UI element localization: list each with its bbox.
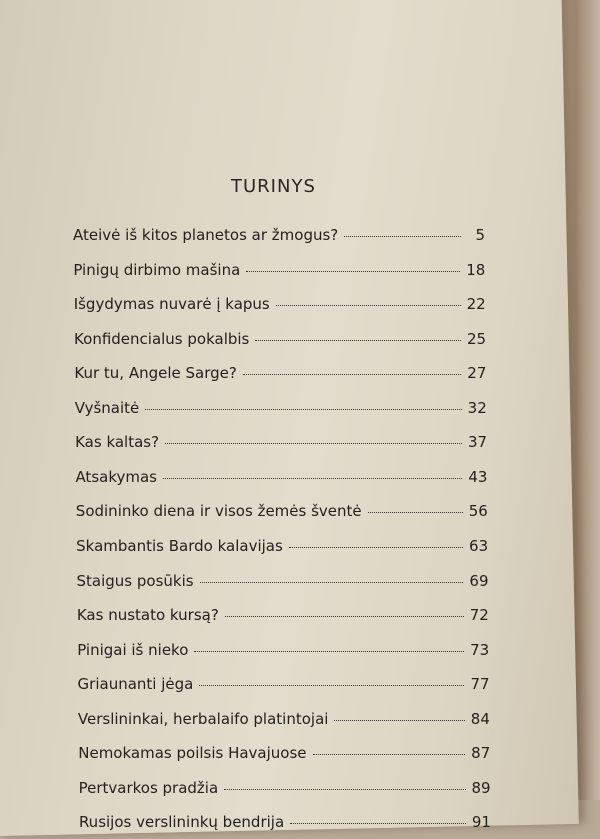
toc-entry-title: Sodininko diena ir visos žemės šventė <box>75 502 362 521</box>
toc-entry <box>77 606 489 632</box>
toc-entry-title: Skambantis Bardo kalavijas <box>76 536 283 555</box>
toc-entry-page-number: 73 <box>470 640 490 659</box>
dot-leader <box>194 650 464 652</box>
toc-entry <box>79 779 491 805</box>
dot-leader <box>290 822 466 824</box>
toc-entry-page-number: 22 <box>466 295 486 314</box>
dot-leader <box>163 477 462 479</box>
toc-entry-page-number: 63 <box>469 536 489 555</box>
toc-entry <box>73 226 485 252</box>
toc-entry-page-number: 18 <box>466 260 486 279</box>
toc-entry-title: Pinigai iš nieko <box>77 640 189 659</box>
dot-leader <box>165 442 462 444</box>
toc-entry-page-number: 69 <box>469 571 489 590</box>
toc-entry-page-number: 37 <box>468 433 488 452</box>
toc-entry <box>78 675 490 701</box>
toc-entry <box>78 744 490 770</box>
dot-leader <box>224 788 465 790</box>
dot-leader <box>255 339 461 341</box>
toc-entry-title: Nemokamas poilsis Havajuose <box>78 744 307 763</box>
toc-entry <box>76 502 488 528</box>
toc-entry <box>78 710 490 736</box>
toc-entry-title: Kur tu, Angele Sarge? <box>74 364 237 383</box>
toc-entry <box>76 537 488 563</box>
toc-entry-title: Verslininkai, herbalaifo platintojai <box>77 709 329 728</box>
toc-entry-title: Pertvarkos pradžia <box>78 778 219 797</box>
toc-entry <box>74 330 486 356</box>
toc-entry-page-number: 27 <box>467 364 487 383</box>
toc-entry-title: Pinigų dirbimo mašina <box>73 260 241 279</box>
toc-entry-page-number: 91 <box>471 813 491 832</box>
toc-entry-title: Griaunanti jėga <box>77 675 194 694</box>
toc-entry-title: Rusijos verslininkų bendrija <box>78 813 285 832</box>
toc-entry-title: Kas nustato kursą? <box>76 606 219 625</box>
toc-entry-page-number: 43 <box>468 467 488 486</box>
dot-leader <box>368 511 463 513</box>
toc-entry-title: Vyšnaitė <box>74 398 140 417</box>
page-title: TURINYS <box>231 176 316 197</box>
dot-leader <box>246 270 460 272</box>
toc-entry <box>79 813 491 839</box>
toc-entry <box>74 364 486 390</box>
toc-entry-title: Konfidencialus pokalbis <box>74 329 250 348</box>
dot-leader <box>200 581 464 583</box>
toc-entry-page-number: 32 <box>467 398 487 417</box>
toc-entry-page-number: 87 <box>471 744 491 763</box>
toc-entry-page-number: 77 <box>470 675 490 694</box>
dot-leader <box>313 753 466 755</box>
toc-entry-title: Staigus posūkis <box>76 571 194 590</box>
toc-entry <box>74 295 486 321</box>
dot-leader <box>289 546 463 548</box>
toc-entry <box>75 399 487 425</box>
toc-entry <box>77 641 489 667</box>
toc-entry <box>77 572 489 598</box>
dot-leader <box>334 719 464 721</box>
toc-entry-page-number: 84 <box>470 709 490 728</box>
dot-leader <box>243 373 461 375</box>
toc-entry-title: Ateivė iš kitos planetos ar žmogus? <box>73 226 339 244</box>
toc-entry-page-number: 25 <box>466 329 487 348</box>
toc-entry-page-number: 56 <box>468 502 488 521</box>
dot-leader <box>199 684 464 686</box>
dot-leader <box>344 235 461 237</box>
toc-entry-page-number: 72 <box>469 606 489 625</box>
toc-entry <box>75 468 487 494</box>
toc-entry <box>73 261 485 287</box>
toc-entry-page-number: 5 <box>475 226 485 244</box>
dot-leader <box>225 615 464 617</box>
toc-entry-page-number: 89 <box>471 778 491 797</box>
toc-entry-title: Išgydymas nuvarė į kapus <box>73 295 270 314</box>
toc-entry-title: Kas kaltas? <box>75 433 160 452</box>
dot-leader <box>276 304 461 306</box>
toc-entry-title: Atsakymas <box>75 467 157 486</box>
dot-leader <box>145 408 461 410</box>
toc-entry <box>75 433 487 459</box>
